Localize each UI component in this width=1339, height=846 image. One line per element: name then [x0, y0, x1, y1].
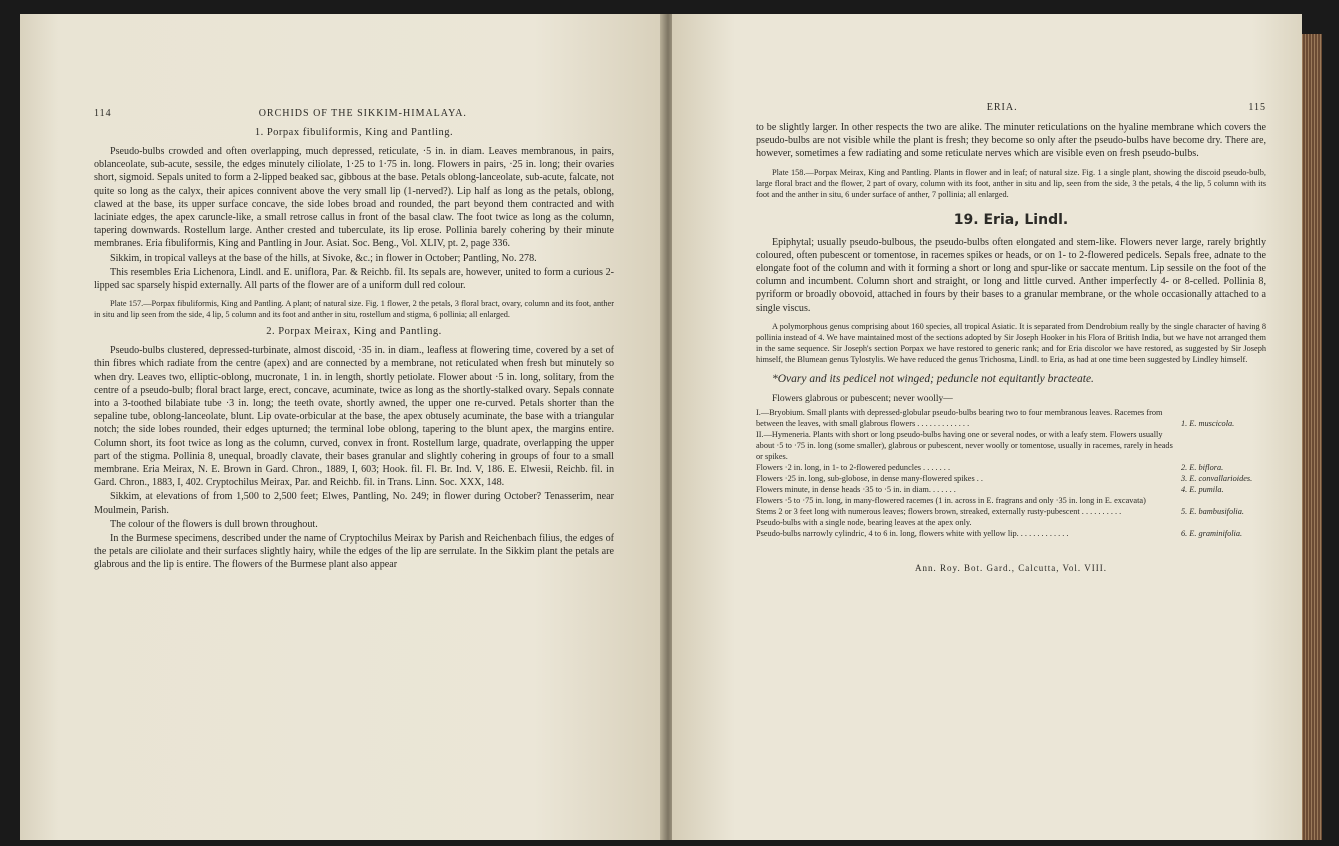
left-page-number: 114	[94, 108, 112, 119]
left-page	[20, 14, 663, 840]
key-heading: *Ovary and its pedicel not winged; peduncle not equitantly bracteate.	[772, 372, 1094, 385]
page-footer: Ann. Roy. Bot. Gard., Calcutta, Vol. VIII.	[915, 563, 1107, 574]
key-row: Pseudo-bulbs with a single node, bearing leaves at the apex only.	[756, 518, 972, 528]
key-row: Flowers ·2 in. long, in 1- to 2-flowered peduncles . . . . . . . 2. E. biflora.	[756, 463, 1224, 473]
key-row: Flowers ·25 in. long, sub-globose, in dense many-flowered spikes . . 3. E. convallarioides.	[756, 474, 1253, 484]
key-row: II.—Hymeneria. Plants with short or long pseudo-bulbs having one or several nodes, or with a leafy stem. Flowers usually about ·5 to ·75 in. long (some smaller), glabrous or pubescent, never woolly or tomentose, usually in racemes, rarely in heads or spikes.	[756, 430, 1173, 462]
right-running-title: ERIA.	[986, 102, 1018, 113]
left-running-head	[94, 108, 614, 119]
plate-caption: Plate 157.—Porpax fibuliformis, King and Pantling. A plant; of natural size. Fig. 1 flower, 2 the petals, 3 floral bract, ovary, column and its foot, anther in situ and lip seen from the side, 4 lip, 5 column and its foot and anther in situ, rostellum and stigma, 6 pollinia; all enlarged.	[94, 299, 614, 320]
key-intro: Flowers glabrous or pubescent; never woolly—	[772, 393, 953, 404]
right-running-head	[756, 102, 1266, 113]
genus-heading: 19. Eria, Lindl.	[953, 211, 1069, 228]
genus-description: Epiphytal; usually pseudo-bulbous, the pseudo-bulbs often elongated and stem-like. Flowers never large, rarely brightly coloured, often pubescent or tomentose, in racemes spikes or heads, or on 1- to 2-flowered pedicels. Sepals free, adnate to the elongate foot of the column and with it forming a short or long and spur-like or saccate mentum. Lip sessile on the foot of the column and incumbent. Column short and straight, or long and little curved. Anther imperfectly 4- or 8-celled. Pollinia 8, pyriform or broadly obovoid, attached in fours by their bases to a granular membrane, or the whole occasionally attached to a single viscus.	[756, 236, 1266, 314]
page-edges	[1302, 34, 1322, 840]
key-row: I.—Bryobium. Small plants with depressed-globular pseudo-bulbs bearing two to four membranous leaves. Racemes from between the leaves, with small glabrous flowers . . . . . . . . . . . . . 1. E. muscicola.	[756, 408, 1235, 429]
paragraph: In the Burmese specimens, described under the name of Cryptochilus Meirax by Parish and Reichenbach filius, the edges of the petals are ciliolate and their surfaces slightly hairy, while the edges of the lip are serrulate. In the Sikkim plant the petals are glabrous and the lip is entire. The flowers of the Burmese plant also appear	[94, 533, 614, 571]
paragraph: Sikkim, at elevations of from 1,500 to 2,500 feet; Elwes, Pantling, No. 249; in flower during October? Tenasserim, near Moulmein, Parish.	[94, 491, 614, 516]
species-key	[756, 407, 1266, 539]
paragraph: Pseudo-bulbs crowded and often overlapping, much depressed, reticulate, ·5 in. in diam. Leaves membranous, in pairs, oblanceolate, sub-acute, sessile, the edges minutely ciliolate, 1·25 to 1·75 in. long. Flowers in pairs, ·25 in. long; their ovaries short, sigmoid. Sepals united to form a 2-lipped beaked sac, gibbous at the base. Petals oblong-lanceolate, sub-acute, falcate, not quite so long as the calyx, their apices connivent above the very small lip (1-nerved?). Lip half as long as the petals, oblong, clawed at the base, its upper surface concave, the side lobes broad and rounded, the part beyond them contracted and with laciniate edges, the apex caruncle-like, a small retrose callus in front of the basal claw. The foot twice as long as the column, tapering downwards. Rostellum large. Anther crested and tuberculate, its lip erose. Pollinia barely cohering by their minute membranes. Eria fibuliformis, King and Pantling in Jour. Asiat. Soc. Beng., Vol. XLIV, pt. 2, page 336.	[94, 146, 614, 250]
paragraph: This resembles Eria Lichenora, Lindl. and E. uniflora, Par. & Reichb. fil. Its sepals are, however, united to form a curious 2-lipped sac sparsely hispid externally. All parts of the flower are of a uniform dull red colour.	[94, 266, 614, 292]
paragraph: The colour of the flowers is dull brown throughout.	[110, 518, 318, 530]
left-running-title: ORCHIDS OF THE SIKKIM-HIMALAYA.	[258, 108, 467, 119]
paragraph: Pseudo-bulbs clustered, depressed-turbinate, almost discoid, ·35 in. in diam., leafless at flowering time, covered by a set of thin fibres which radiate from the centre (apex) and are connected by a membrane, not reticulated when fresh but minutely so when dry. Leaves two, elliptic-oblong, mucronate, 1 in. in length, shortly petiolate. Flower about ·5 in. long, solitary, from the centre of a pseudo-bulb; floral bract large, erect, concave, acuminate, twice as long as the shortly-stalked ovary. Sepals connate into a 3-toothed bilabiate tube ·3 in. long; the teeth ovate, shortly awned, the upper one re-curved. Petals shorter than the sepaline tube, oblong-lanceolate, blunt. Lip ovate-orbicular at the base, the apex obtusely acuminate, the base with a triangular notch; the side lobes rounded, their edges upturned; the terminal lobe oblong, tapering to the blunt apex, the margins entire. Column short, its foot twice as long as the column, curved, convex in front. Rostellum large, quadrate, overlapping the upper part of the stigma. Pollinia 8, unequal, broadly clavate, their bases granular and slightly cohering in groups of four to a small membrane. Eria Meirax, N. E. Brown in Gard. Chron., 1889, I, 603; Hook. fil. Fl. Br. Ind. V, 186. E. Elwesii, Reichb. fil. in Gard. Chron., 1883, I, 402. Cryptochilus Meirax, Par. and Reichb. fil. in Trans. Linn. Soc. XXX, 148.	[94, 345, 614, 489]
right-page	[672, 14, 1302, 840]
right-page-number: 115	[1248, 102, 1266, 113]
key-row: Stems 2 or 3 feet long with numerous leaves; flowers brown, streaked, externally rusty-pubescent . . . . . . . . . . 5. E. bambusifolia.	[756, 507, 1244, 517]
paragraph: Sikkim, in tropical valleys at the base of the hills, at Sivoke, &c.; in flower in October; Pantling, No. 278.	[110, 252, 537, 264]
key-row: Pseudo-bulbs narrowly cylindric, 4 to 6 in. long, flowers white with yellow lip. . . . . . . . . . . . . 6. E. graminifolia.	[756, 529, 1243, 539]
section-heading-porpax-meirax: 2. Porpax Meirax, King and Pantling.	[266, 326, 442, 338]
open-book	[20, 14, 1320, 840]
key-row: Flowers ·5 to ·75 in. long, in many-flowered racemes (1 in. across in E. fragrans and only ·35 in. long in E. excavata)	[756, 496, 1146, 506]
genus-note: A polymorphous genus comprising about 160 species, all tropical Asiatic. It is separated from Dendrobium really by the single character of having 8 pollinia instead of 4. We have maintained most of the sections adopted by Sir Joseph Hooker in his Flora of British India, but we have not arranged them in the same sequence. Sir Joseph's section Porpax we have restored to generic rank; and for Eria discolor we have restored, as suggested by Sir Joseph himself, the Blumean genus Tylostylis. We have reduced the genus Trichosma, Lindl. to Eria, as had at one time been suggested by Lindley himself.	[756, 321, 1266, 364]
key-row: Flowers minute, in dense heads ·35 to ·5 in. in diam. . . . . . . 4. E. pumila.	[756, 485, 1224, 495]
section-heading-porpax-fibuliformis: 1. Porpax fibuliformis, King and Pantling.	[254, 127, 454, 138]
paragraph: to be slightly larger. In other respects the two are alike. The minuter reticulations on the hyaline membrane which covers the pseudo-bulbs are not visible while the plant is fresh; they become so only after the pseudo-bulbs have become dry. There are, however, sometimes a few radiating and some reticulate nerves which are visible even on fresh pseudo-bulbs.	[756, 122, 1266, 160]
plate-caption: Plate 158.—Porpax Meirax, King and Pantling. Plants in flower and in leaf; of natural size. Fig. 1 a single plant, showing the discoid pseudo-bulb, large floral bract and the flower, 2 part of ovary, column with its foot, anther in situ and lip, seen from the side, 3 the petals, 4 the lip, 5 column with its foot and the anther in situ, 6 under surface of anther, 7 pollinia; all enlarged.	[756, 167, 1266, 199]
